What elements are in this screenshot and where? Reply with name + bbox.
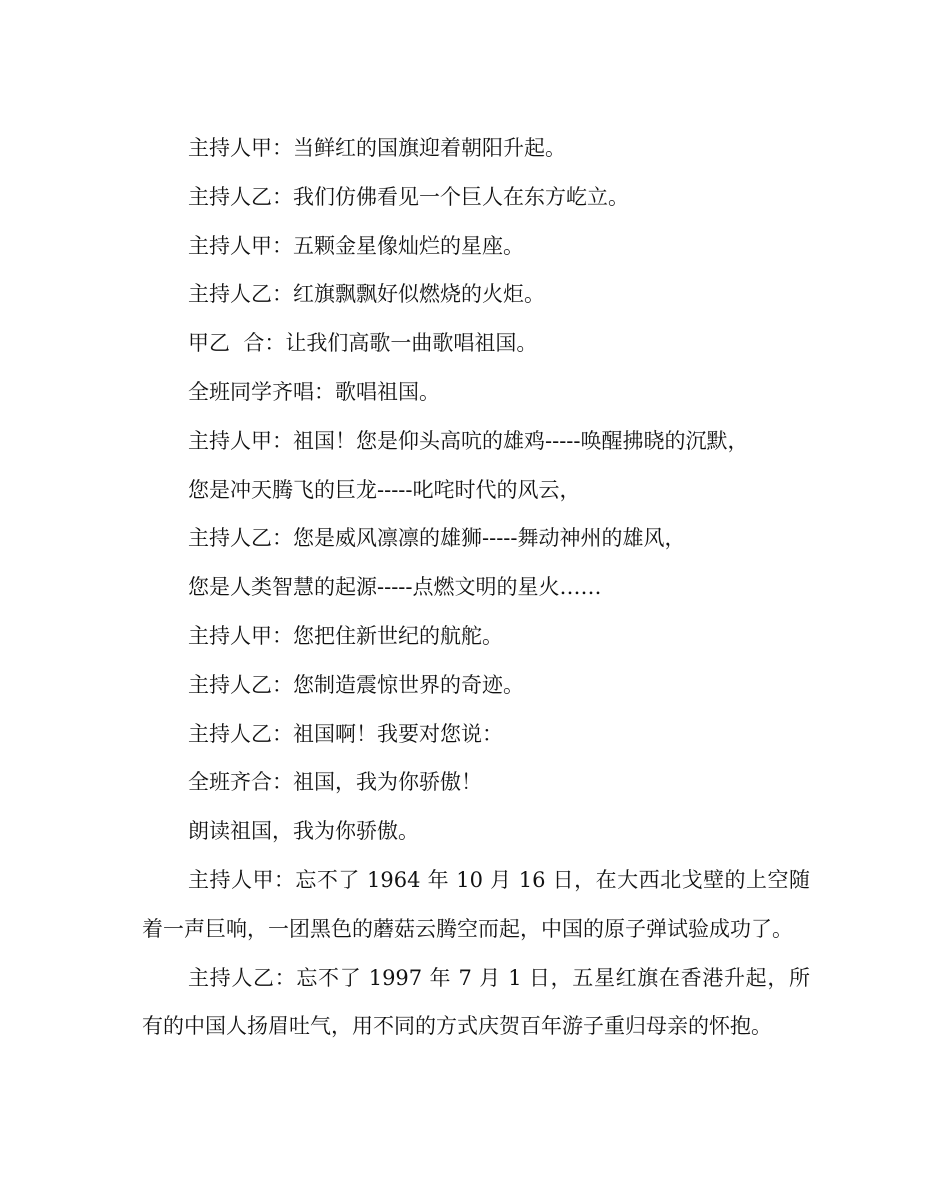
paragraph-7: 主持人甲：祖国！您是仰头高吭的雄鸡-----唤醒拂晓的沉默， (188, 428, 749, 453)
paragraph-14: 全班齐合：祖国，我为你骄傲！ (188, 770, 482, 795)
paragraph-10: 您是人类智慧的起源-----点燃文明的星火…… (188, 575, 602, 600)
paragraph-1: 主持人甲：当鲜红的国旗迎着朝阳升起。 (188, 136, 566, 160)
paragraph-12: 主持人乙：您制造震惊世界的奇迹。 (188, 672, 524, 697)
paragraph-9: 主持人乙：您是威风凛凛的雄狮-----舞动神州的雄风， (188, 526, 686, 551)
paragraph-4: 主持人乙：红旗飘飘好似燃烧的火炬。 (188, 282, 545, 307)
paragraph-17: 主持人乙：忘不了 1997 年 7 月 1 日，五星红旗在香港升起，所有的中国人扬眉吐气，用不同的方式庆贺百年游子重归母亲的怀抱。 (142, 965, 810, 1039)
paragraph-6: 全班同学齐唱：歌唱祖国。 (188, 379, 440, 404)
paragraph-13: 主持人乙：祖国啊！我要对您说： (188, 721, 503, 746)
paragraph-11: 主持人甲：您把住新世纪的航舵。 (188, 623, 503, 648)
paragraph-5: 甲乙 合：让我们高歌一曲歌唱祖国。 (188, 331, 538, 356)
paragraph-15: 朗读祖国，我为你骄傲。 (188, 819, 419, 844)
paragraph-16: 主持人甲：忘不了 1964 年 10 月 16 日，在大西北戈壁的上空随着一声巨响，一团黑色的蘑菇云腾空而起，中国的原子弹试验成功了。 (142, 867, 810, 941)
paragraph-2: 主持人乙：我们仿佛看见一个巨人在东方屹立。 (188, 184, 629, 209)
paragraph-8: 您是冲天腾飞的巨龙-----叱咤时代的风云， (188, 477, 581, 502)
document-body (142, 124, 810, 1051)
paragraph-3: 主持人甲：五颗金星像灿烂的星座。 (188, 233, 524, 258)
